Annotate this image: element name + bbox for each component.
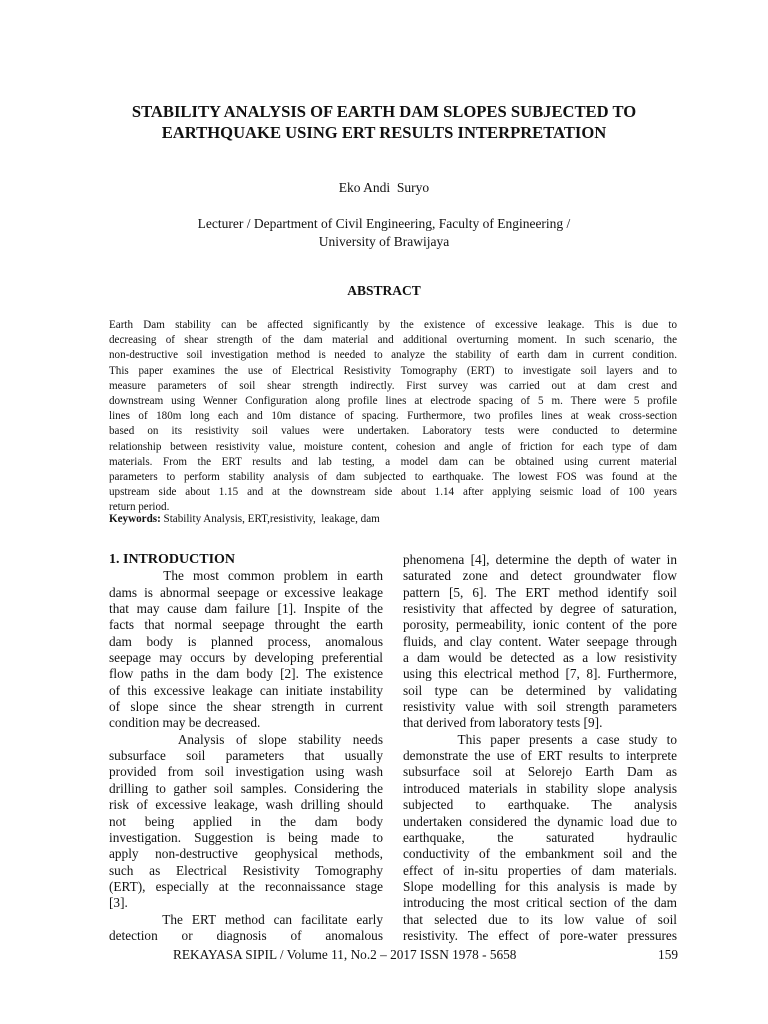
body-text-line: provided from soil investigation using wash <box>109 764 383 780</box>
affiliation-line: University of Brawijaya <box>318 234 450 249</box>
right-column <box>403 552 677 944</box>
body-text-line: detection or diagnosis of anomalous <box>109 927 383 943</box>
abstract-line: relationship between resistivity value, moisture content, cohesion and angle of friction for each type of dam <box>109 440 677 453</box>
body-text-line: earthquake, the saturated hydraulic <box>403 829 677 845</box>
keywords-text: Stability Analysis, ERT,resistivity, leakage, dam <box>160 513 380 525</box>
body-text-line: condition may be decreased. <box>109 715 261 731</box>
body-text-line: that selected due to its low value of soil <box>403 911 677 927</box>
title-line: EARTHQUAKE USING ERT RESULTS INTERPRETATION <box>161 123 607 142</box>
abstract-line: non-destructive soil investigation method is needed to analyze the stability of earth dam in current condition. <box>109 349 677 362</box>
author-name: Eko Andi Suryo <box>338 180 430 195</box>
body-text-line: investigation. Suggestion is being made to <box>109 829 383 845</box>
abstract-line: return period. <box>109 501 170 514</box>
author-affiliation <box>90 215 678 251</box>
body-text-line: fluids, and clay content. Water seepage through <box>403 633 677 649</box>
body-text-line: phenomena [4], determine the depth of water in <box>403 552 677 567</box>
body-text-line: not being applied in the dam body <box>109 813 383 829</box>
abstract-line: materials. From the ERT results and lab testing, a model dam can be obtained using current material <box>109 455 677 468</box>
body-text-line: introduced materials in stability slope analysis <box>403 780 677 796</box>
body-text-line: conductivity of the embankment soil and the <box>403 846 677 862</box>
abstract-line: downstream using Wenner Configuration along profile lines at electrode spacing of 5 m. There were 5 profile <box>109 395 677 408</box>
body-text-line: subsurface soil parameters that usually <box>109 748 383 764</box>
body-text-line: dams is abnormal seepage or excessive leakage <box>109 584 383 600</box>
body-text-line: risk of excessive leakage, wash drilling should <box>109 797 383 813</box>
body-text-line: that may cause dam failure [1]. Inspite of the <box>109 601 383 617</box>
body-text-line: subsurface soil at Selorejo Earth Dam as <box>403 764 677 780</box>
body-text-line: pattern [5, 6]. The ERT method identify soil <box>403 584 677 600</box>
section-heading: 1. INTRODUCTION <box>109 552 236 567</box>
journal-footer: REKAYASA SIPIL / Volume 11, No.2 – 2017 ISSN 1978 - 5658 <box>173 947 517 962</box>
body-text-line: drilling to gather soil samples. Considering the <box>109 780 383 796</box>
body-text-line: demonstrate the use of ERT results to interprete <box>403 748 677 764</box>
paper-title <box>90 101 678 143</box>
abstract-line: Earth Dam stability can be affected significantly by the existence of excessive leakage. This is due to <box>109 319 677 331</box>
body-text-line: The ERT method can facilitate early <box>109 911 383 927</box>
body-text-line: resistivity value with soil strength parameters <box>403 699 677 715</box>
body-text-line: porosity, permeability, ionic content of the pore <box>403 617 677 633</box>
keywords-label: Keywords: <box>109 513 161 525</box>
body-text-line: facts that normal seepage throught the earth <box>109 617 383 633</box>
body-text-line: The most common problem in earth <box>109 568 383 584</box>
body-text-line: undertaken considered the dynamic load due to <box>403 813 677 829</box>
body-text-line: [3]. <box>109 895 128 911</box>
abstract-line: based on its resistivity soil values were undertaken. Laboratory tests were conducted to determine <box>109 425 677 438</box>
body-text-line: a dam would be detected as a low resistivity <box>403 650 677 666</box>
affiliation-line: Lecturer / Department of Civil Engineering, Faculty of Engineering / <box>197 216 571 231</box>
keywords-line <box>109 513 677 525</box>
body-text-line: Slope modelling for this analysis is made by <box>403 878 677 894</box>
abstract-heading: ABSTRACT <box>347 283 421 298</box>
abstract-line: This paper examines the use of Electrical Resistivity Tomography (ERT) to investigate soil layers and to <box>109 364 677 377</box>
body-text-line: flow paths in the dam body [2]. The existence <box>109 666 383 682</box>
body-text-line: apply non-destructive geophysical methods, <box>109 846 383 862</box>
page-number: 159 <box>658 947 678 962</box>
abstract-line: lines of 180m long each and 10m distance of spacing. Furthermore, two profiles lines at weak cross-section <box>109 410 677 423</box>
body-text-line: (ERT), especially at the reconnaissance stage <box>109 878 383 894</box>
abstract-body <box>109 318 677 516</box>
body-text-line: seepage may occurs by developing preferential <box>109 650 383 666</box>
body-text-line: resistivity that affected by degree of saturation, <box>403 601 677 617</box>
title-line: STABILITY ANALYSIS OF EARTH DAM SLOPES SUBJECTED TO <box>131 102 637 121</box>
body-text-line: of this excessive leakage can initiate instability <box>109 682 383 698</box>
body-text-line: of slope since the shear strength in current <box>109 699 383 715</box>
abstract-line: decreasing of shear strength of the dam material and additional overturning moment. In such scenario, the <box>109 334 677 347</box>
body-text-line: saturated zone and detect groundwater flow <box>403 568 677 584</box>
abstract-line: parameters to perform stability analysis of dam subjected to earthquake. The lowest FOS was found at the <box>109 471 677 484</box>
body-text-line: introducing the most critical section of the dam <box>403 895 677 911</box>
body-text-line: resistivity. The effect of pore-water pressures <box>403 927 677 943</box>
body-text-line: using this electrical method [7, 8]. Furthermore, <box>403 666 677 682</box>
left-column <box>109 552 383 944</box>
body-text-line: that derived from laboratory tests [9]. <box>403 715 603 731</box>
body-text-line: dam body is planned process, anomalous <box>109 633 383 649</box>
abstract-line: upstream side about 1.15 and at the downstream side about 1.14 after applying seismic load of 100 years <box>109 486 677 499</box>
body-text-line: such as Electrical Resistivity Tomography <box>109 862 383 878</box>
body-text-line: This paper presents a case study to <box>403 731 677 747</box>
body-text-line: soil type can be determined by validating <box>403 682 677 698</box>
abstract-line: measure parameters of soil shear strength indirectly. First survey was carried out at dam crest and <box>109 379 677 392</box>
body-text-line: effect of in-situ properties of dam materials. <box>403 862 677 878</box>
body-text-line: subjected to earthquake. The analysis <box>403 797 677 813</box>
body-text-line: Analysis of slope stability needs <box>109 731 383 747</box>
